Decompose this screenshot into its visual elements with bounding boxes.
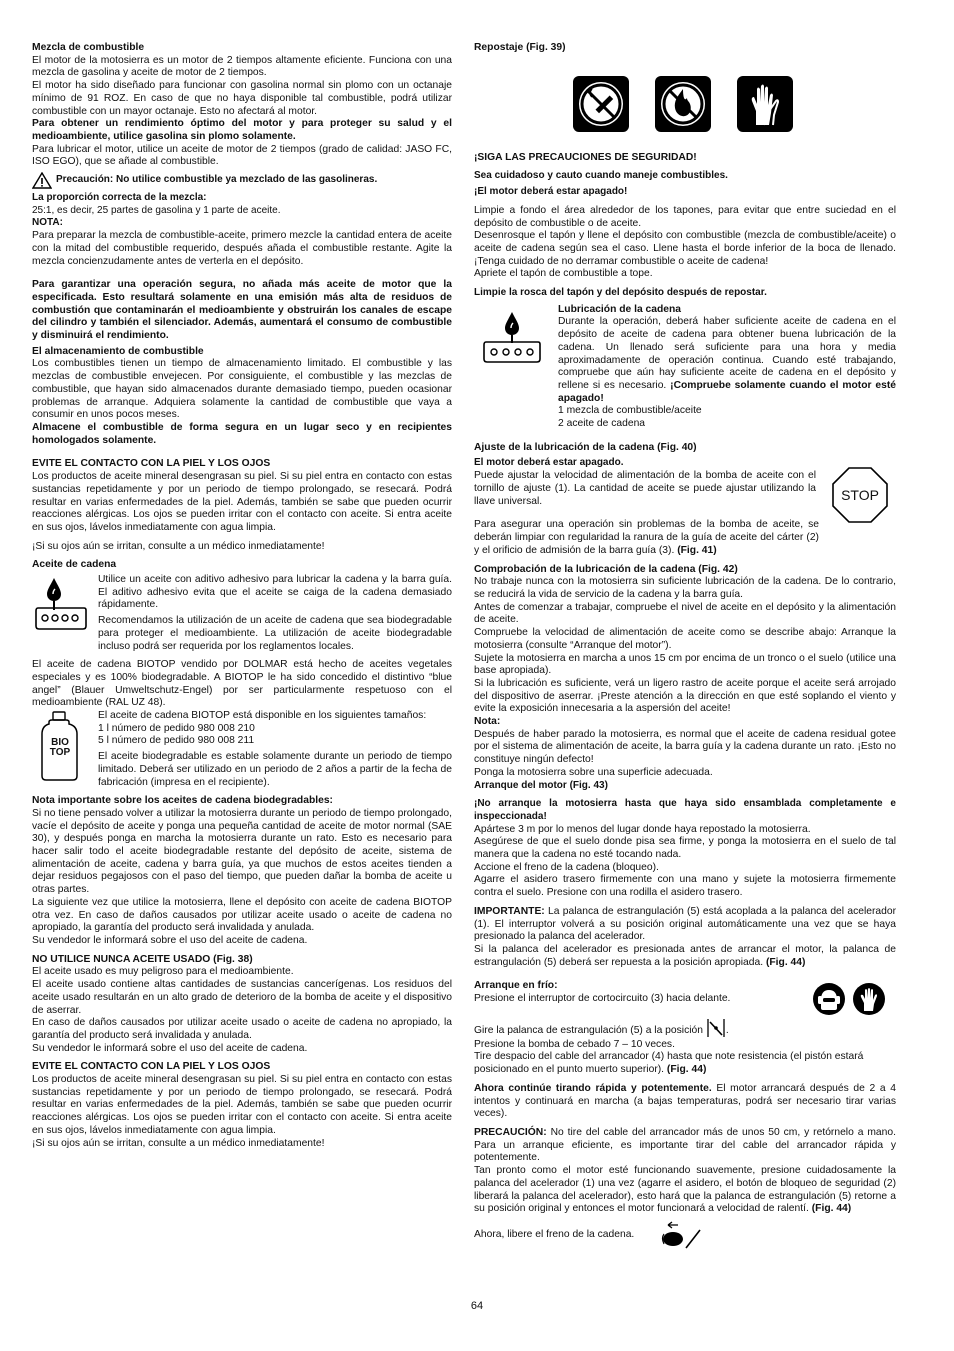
biotop-size: 1 l número de pedido 980 008 210 — [98, 722, 255, 734]
warning-icon — [32, 172, 52, 189]
imp-paragraph — [474, 944, 896, 969]
no-fire-icon — [654, 75, 712, 133]
ajuste-paragraph: Puede ajustar la velocidad de alimentación de la bomba de aceite con el tornillo de ajuste (1). La cantidad de aceite se puede ajustar utilizando la llave universal. — [474, 470, 816, 507]
siga-bold: ¡El motor deberá estar apagado! — [474, 186, 628, 198]
almacen-paragraph: Almacene el combustible de forma segura en un lugar seco y en recipientes homologados solamente. — [32, 421, 452, 446]
hearing-eye-protection-icon — [812, 982, 846, 1016]
nota-bio-paragraph: La siguiente vez que utilice la motosierra, llene el depósito con aceite de cadena BIOTOP otra vez. En caso de daños causados por utilizar aceite usado o aceite de cadena no apropiado, la garantía del producto será invalidada y anulada. — [32, 896, 452, 934]
almacen-title: El almacenamiento de combustible — [32, 345, 204, 357]
lub-item: 1 mezcla de combustible/aceite — [558, 405, 702, 417]
aceite-paragraph: Recomendamos la utilización de un aceite de cadena que sea biodegradable para proteger el medioambiente. La utilización de aceite biodegradable incluso podrá ser requerida por los reglamentos locales. — [98, 615, 452, 652]
comp-nota: Nota: — [474, 716, 501, 728]
tan-fig: (Fig. 44) — [811, 1203, 852, 1215]
repostaje-title: Repostaje (Fig. 39) — [474, 42, 566, 53]
nota-bio-title: Nota importante sobre los aceites de cadena biodegradables: — [32, 795, 333, 807]
comp-paragraph: Compruebe la velocidad de alimentación de aceite como se describe abajo: Arranque la motosierra (consulte “Arranque del motor”). — [474, 627, 896, 651]
evite1-paragraph: Los productos de aceite mineral desengrasan su piel. Si su piel entra en contacto con estas sustancias repetidamente y por un periodo de tiempo prolongado, se resecará. Podrá resultar en varias enfermedades de la piel. Además, también se sabe que pueden ocurrir reacciones alérgicas. Los ojos se pueden irritar con el contacto con aceite. Si entra aceite en sus ojos, lávelos inmediatamente con agua limpia. — [32, 471, 452, 533]
imp-label: IMPORTANTE: — [474, 905, 545, 917]
mezcla-title: Mezcla de combustible — [32, 42, 145, 53]
evite2-paragraph: Los productos de aceite mineral desengrasan su piel. Si su piel entra en contacto con estas sustancias repetidamente y por un periodo de tiempo prolongado, se resecará. Podrá resultar en varias enfermedades de la piel. Además, también se sabe que pueden ocurrir reacciones alérgicas. Los ojos se pueden irritar con el contacto con aceite. Si entra aceite en sus ojos, lávelos inmediatamente con agua limpia. — [32, 1074, 452, 1136]
frio-fig: (Fig. 44) — [666, 1064, 707, 1076]
aceite-title: Aceite de cadena — [32, 559, 117, 571]
choke-icon — [706, 1017, 726, 1039]
comp-paragraph: Ponga la motosierra sobre una superficie adecuada. — [474, 766, 713, 778]
siga-bold: Sea cuidadoso y cauto cuando maneje combustibles. — [474, 170, 728, 182]
precaucion-text: Precaución: No utilice combustible ya mezclado de las gasolineras. — [56, 174, 378, 186]
ajuste-title: Ajuste de la lubricación de la cadena (Fig. 40) — [474, 441, 697, 453]
frio-title: Arranque en frío: — [474, 980, 558, 992]
mezcla-paragraph: El motor ha sido diseñado para funcionar con gasolina normal sin plomo con un octanaje mínimo de 91 ROZ. En caso de que no haya disponible tal combustible, podrá utilizar combustible con un mayor octanaje. Esto no afectará al motor. — [32, 80, 452, 117]
lub-row — [474, 304, 896, 431]
lub-title: Lubricación de la cadena — [558, 303, 682, 315]
proporcion-title: La proporción correcta de la mezcla: — [32, 192, 207, 204]
mezcla-paragraph: Para lubricar el motor, utilice un aceite de motor de 2 tiempos (grado de calidad: JASO FC, ISO EGO), que se añade al combustible. — [32, 143, 452, 168]
evite2-title: EVITE EL CONTACTO CON LA PIEL Y LOS OJOS — [32, 1061, 271, 1073]
siga-paragraph: Desenrosque el tapón y llene el depósito con combustible (mezcla de combustible/aceite) o aceite de cadena según sea el caso. Llene hasta el borde inferior de la boca de llenado. ¡Tenga cuidado de no derramar combustible o aceite de cadena! — [474, 230, 896, 267]
frio-paragraph: Presione el interruptor de cortocircuito (3) hacia delante. — [474, 993, 731, 1005]
siga-paragraph: Apriete el tapón de combustible a tope. — [474, 268, 653, 280]
biotop-label: TOP — [49, 747, 71, 759]
ahora-bold: Ahora continúe tirando rápida y potentemente. — [474, 1082, 712, 1094]
ahora-text: El motor arrancará después de 2 a 4 intentos y continuará en marcha (a bajas temperaturas, podrá ser necesario tirar varias veces). — [474, 1082, 896, 1120]
prec-label: PRECAUCIÓN: — [474, 1127, 547, 1138]
precaucion-row — [32, 172, 452, 189]
chain-oil-icon — [32, 574, 90, 636]
libere-text: Ahora, libere el freno de la cadena. — [474, 1228, 635, 1240]
arr-title: Arranque del motor (Fig. 43) — [474, 779, 608, 791]
stop-sign-label: STOP — [841, 487, 879, 504]
usado-paragraph: En caso de daños causados por utilizar aceite usado o aceite de cadena no apropiado, la garantía del producto será invalidada y anulada. — [32, 1017, 452, 1041]
lub-warning: ¡Compruebe solamente cuando el motor esté apagado! — [558, 379, 896, 404]
lub-paragraph — [558, 316, 896, 405]
lub-text: Durante la operación, deberá haber suficiente aceite de cadena en el depósito de aceite de cadena para obtener buena lubricación de la cadena. Un llenado será suficiente para una hora y media aproximadamente de operación continua. Cuando esté trabajando, compruebe que aún hay suficiente aceite de cadena en el depósito y rellene si es necesario. — [558, 316, 896, 391]
chain-brake-release-icon — [656, 1220, 706, 1250]
ajuste-fig: (Fig. 41) — [677, 544, 717, 556]
chain-oil-icon — [474, 304, 550, 368]
comp-paragraph: Si la lubricación es suficiente, verá un ligero rastro de aceite porque el aceite será arrojado del dispositivo de aserrar. ¡Preste atención a la dirección en que esté soplando el viento y evite la exposición innecesaria a la aspersión del aceite! — [474, 677, 896, 715]
comp-paragraph: Sujete la motosierra en marcha a unos 15 cm por encima de un tronco o el suelo (utilice una base apropiada). — [474, 652, 896, 677]
siga-title: ¡SIGA LAS PRECAUCIONES DE SEGURIDAD! — [474, 151, 697, 163]
prec-paragraph — [474, 1127, 896, 1165]
ajuste-text: Para asegurar una operación sin problemas de la bomba de aceite, se deberán limpiar con regularidad la ranura de la guía de aceite del cárter (2) y el orificio de admisión de la barra guía (3). — [474, 519, 819, 556]
garantizar-text: Para garantizar una operación segura, no añada más aceite de motor que la especificada. Esto resultará solamente en una emisión más alta de residuos de combustión que contaminarán el medioambiente y obstruirán los canales de escape del cilindro y también el silenciador. Además, aumentará el consumo de combustible y disminuirá el rendimiento. — [32, 279, 452, 342]
left-column — [32, 42, 452, 1150]
ajuste-paragraph — [474, 519, 819, 557]
evite1-paragraph: ¡Si su ojos aún se irritan, consulte a un médico inmediatamente! — [32, 540, 325, 552]
imp-text: La palanca de estrangulación (5) está acoplada a la palanca del acelerador (1). El interruptor volverá a su posición original automáticamente una vez que se haya presionado la palanca del acelerador. — [474, 905, 896, 943]
mezcla-paragraph: Para obtener un rendimiento óptimo del motor y para proteger su salud y el medioambiente, utilice gasolina sin plomo solamente. — [32, 118, 452, 142]
arr-bold: ¡No arranque la motosierra hasta que haya sido ensamblada completamente e inspeccionada! — [474, 798, 896, 822]
imp-fig: (Fig. 44) — [765, 956, 806, 968]
nota-text: Para preparar la mezcla de combustible-aceite, primero mezcle la cantidad entera de aceite con la mitad del combustible requerido, después añada el combustible restante. Agite la mezcla concienzudamente antes de verterla en el depósito. — [32, 230, 452, 267]
arr-paragraph: Accione el freno de la cadena (bloqueo). — [474, 861, 659, 873]
ahora-paragraph — [474, 1083, 896, 1121]
frio-text: Tire despacio del cable del arrancador (4) hasta que note resistencia (el pistón estará posicionado en el punto muerto superior). — [474, 1051, 864, 1076]
comp-paragraph: Antes de comenzar a trabajar, compruebe el nivel de aceite en el depósito y la alimentación de aceite. — [474, 601, 896, 626]
gloves-icon — [852, 982, 886, 1016]
nota-bio-paragraph: Si no tiene pensado volver a utilizar la motosierra durante un periodo de tiempo prolongado, vacíe el depósito de aceite y ponga una pequeña cantidad de aceite de motor normal (SAE 30), y después ponga en marcha la motosierra durante un rato. Esto es necesario para hacer salir todo el aceite biodegradable restante del depósito de aceite, sistema de alimentación de aceite, cadena y barra guía, ya que muchos de estos aceites tienden a dejar residuos pegajosos con el paso del tiempo, que pueden dañar la bomba de aceite u otras partes. — [32, 807, 452, 896]
usado-paragraph: Su vendedor le informará sobre el uso del aceite de cadena. — [32, 1042, 308, 1054]
page-number: 64 — [470, 1300, 484, 1312]
ajuste-bold: El motor deberá estar apagado. — [474, 457, 624, 469]
biotop-label: BIO — [51, 737, 69, 749]
frio-paragraph — [474, 1051, 896, 1076]
evite1-title: EVITE EL CONTACTO CON LA PIEL Y LOS OJOS — [32, 458, 271, 470]
arr-paragraph: Apártese 3 m por lo menos del lugar donde haya repostado la motosierra. — [474, 823, 811, 835]
aceite-paragraph: El aceite de cadena BIOTOP vendido por DOLMAR está hecho de aceites vegetales especiales y es 100% biodegradable. A BIOTOP le ha sido concedido el distintivo “blue angel” (Blauer Umweltschutz-Engel) por ser particularmente respetuoso con el medioambiente (RAL UZ 48). — [32, 659, 452, 709]
prec-text: No tire del cable del arrancador más de unos 50 cm, y retórnelo a mano. Para un arranque eficiente, es importante tirar del cable del arrancador rápida y potentemente. — [474, 1127, 896, 1164]
frio-paragraph — [474, 1017, 806, 1039]
usado-title: NO UTILICE NUNCA ACEITE USADO (Fig. 38) — [32, 953, 253, 965]
frio-paragraph: Presione la bomba de cebado 7 – 10 veces. — [474, 1038, 675, 1050]
comp-paragraph: No trabaje nunca con la motosierra sin suficiente lubricación de la cadena. De lo contrario, se reducirá la vida de servicio de la cadena y la barra guía. — [474, 576, 896, 600]
stop-sign-icon — [832, 467, 888, 523]
arr-paragraph: Asegúrese de que el suelo donde pisa sea firme, y ponga la motosierra en el suelo de tal manera que la cadena no esté tocando nada. — [474, 836, 896, 861]
gloves-icon — [736, 75, 794, 133]
biotop-bottle-icon — [32, 710, 90, 782]
nota-bio-paragraph: Su vendedor le informará sobre el uso del aceite de cadena. — [32, 935, 308, 946]
comp-paragraph: Después de haber parado la motosierra, es normal que el aceite de cadena residual gotee por el sistema de alimentación de aceite, la barra guía y la cadena durante un rato. ¡Esto no constituye ningún defecto! — [474, 728, 896, 766]
siga-bold: Limpie la rosca del tapón y del depósito después de repostar. — [474, 287, 767, 299]
lub-item: 2 aceite de cadena — [558, 418, 646, 430]
tan-paragraph — [474, 1165, 896, 1216]
aceite-row — [32, 574, 452, 653]
usado-paragraph: El aceite usado es muy peligroso para el medioambiente. — [32, 966, 294, 978]
evite2-paragraph: ¡Si su ojos aún se irritan, consulte a un médico inmediatamente! — [32, 1137, 325, 1149]
ppe-icons — [812, 982, 886, 1016]
arr-paragraph: Agarre el asidero trasero firmemente con una mano y sujete la motosierra firmemente contra el suelo. Presione con una rodilla el asidero trasero. — [474, 874, 896, 899]
aceite-paragraph: Utilice un aceite con aditivo adhesivo para lubricar la cadena y la barra guía. El aditivo adhesivo evita que el aceite se caiga de la cadena demasiado rápidamente. — [98, 574, 452, 611]
imp-paragraph — [474, 906, 896, 944]
comp-title: Comprobación de la lubricación de la cadena (Fig. 42) — [474, 563, 738, 575]
biotop-size: 5 l número de pedido 980 008 211 — [98, 735, 255, 747]
libere-row — [474, 1220, 896, 1250]
siga-paragraph: Limpie a fondo el área alrededor de los tapones, para evitar que entre suciedad en el depósito de combustible o de aceite. — [474, 204, 896, 229]
frio-text: . — [725, 1024, 729, 1036]
tan-text: Tan pronto como el motor esté funcionando suavemente, presione cuidadosamente la palanca del acelerador (1) una vez (agarre el asidero, el botón de bloqueo de seguridad (2) liberará la palanca del acelerador), esto hará que la palanca de estrangulación (5) retorne a su posición original y entonces el motor funcionará a velocidad de ralentí. — [474, 1165, 896, 1215]
biotop-paragraph: El aceite de cadena BIOTOP está disponible en los siguientes tamaños: — [98, 710, 427, 722]
biotop-paragraph: El aceite biodegradable es estable solamente durante un periodo de tiempo limitado. Deberá ser utilizado en un periodo de 2 años a partir de la fecha de fabricación (impresa en el recipiente). — [98, 751, 452, 788]
nota-title: NOTA: — [32, 217, 63, 229]
no-smoking-icon — [572, 75, 630, 133]
biotop-row — [32, 710, 452, 789]
mezcla-paragraph: El motor de la motosierra es un motor de 2 tiempos altamente eficiente. Funciona con una mezcla de gasolina y aceite de motor de 2 tiempos. — [32, 54, 452, 79]
right-column — [474, 42, 896, 1250]
ajuste-row — [474, 457, 896, 523]
frio-text: Gire la palanca de estrangulación (5) a la posición — [474, 1024, 703, 1036]
almacen-paragraph: Los combustibles tienen un tiempo de almacenamiento limitado. El combustible y las mezclas de combustible envejecen. Por consiguiente, el combustible y las mezclas de combustible, que hayan sido almacenados durante demasiado tiempo, pueden ocasionar problemas de arranque. Adquiera solamente la cantidad de combustible que vaya a consumir en unos pocos meses. — [32, 358, 452, 421]
proporcion-text: 25:1, es decir, 25 partes de gasolina y 1 parte de aceite. — [32, 204, 281, 216]
imp-text: Si la palanca del acelerador es presionada antes de arrancar el motor, la palanca de estrangulación (5) deberá ser repuesta a la posición apropiada. — [474, 943, 896, 968]
usado-paragraph: El aceite usado contiene altas cantidades de sustancias cancerígenas. Los residuos del aceite usado resultarán en un alto grado de deterioro de la bomba de aceite y el dispositivo de aserrar. — [32, 979, 452, 1016]
frio-row — [474, 980, 896, 1038]
safety-icons-row — [572, 75, 896, 133]
